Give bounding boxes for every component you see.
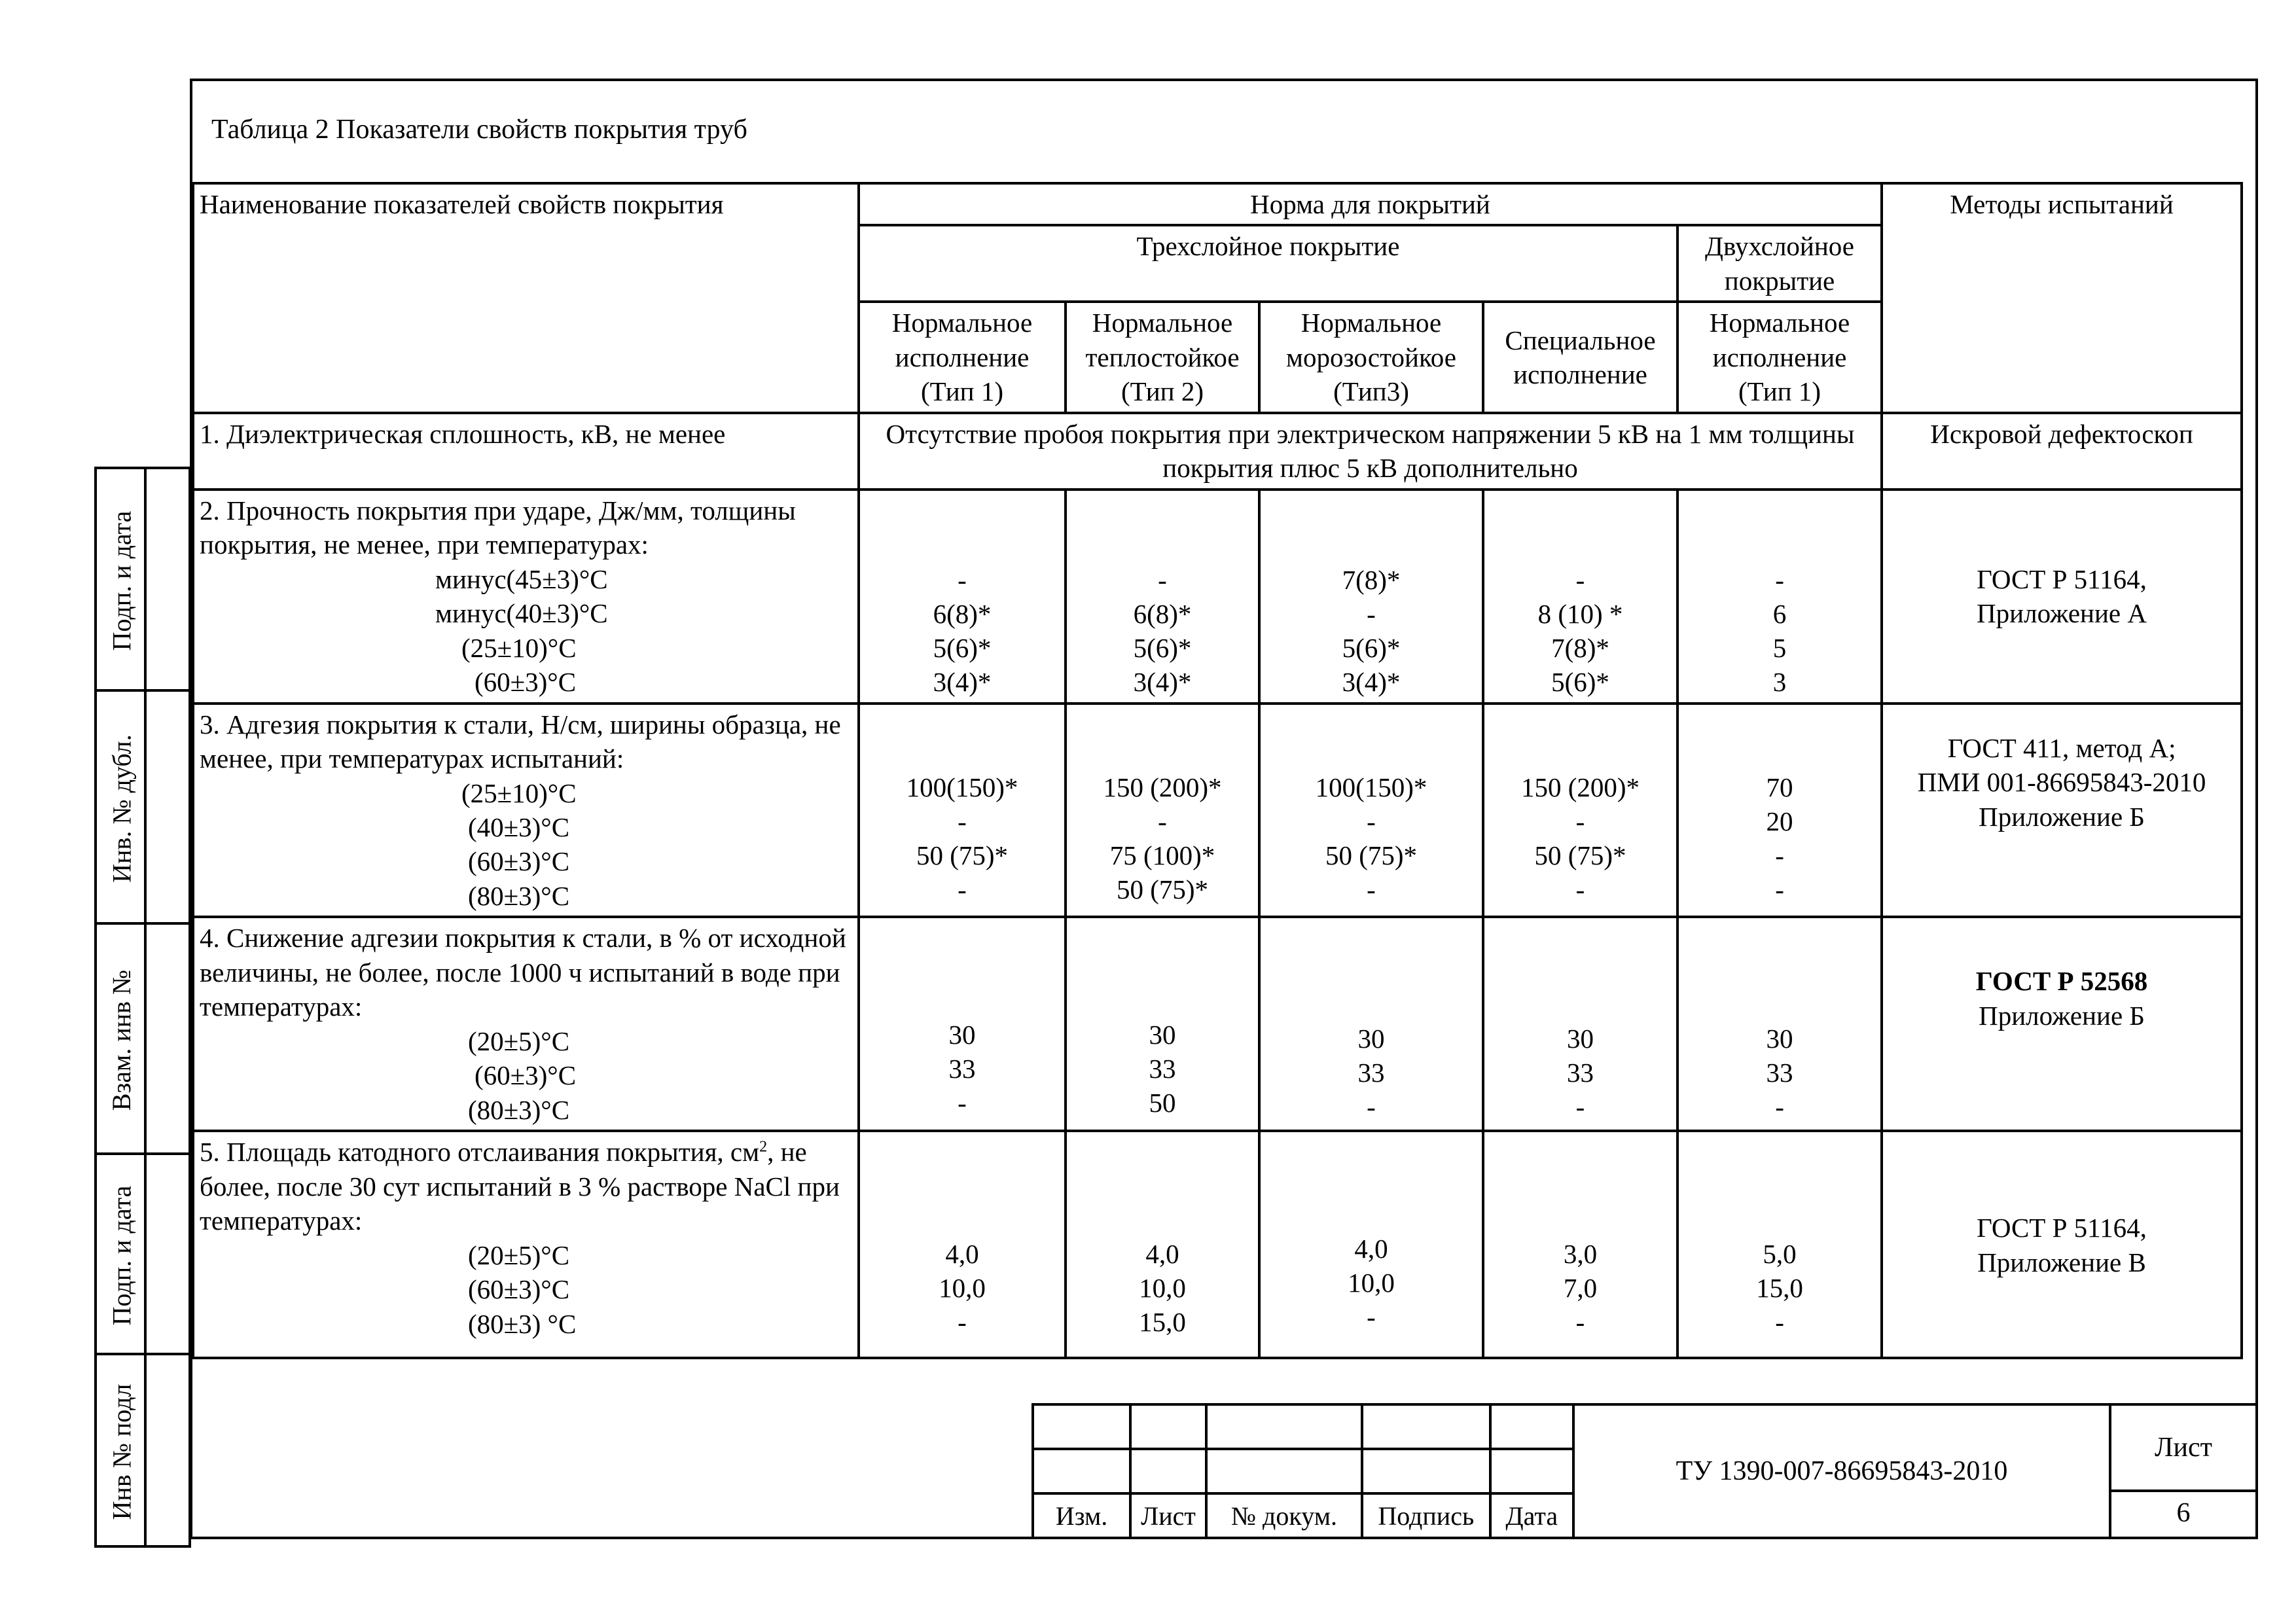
header-norm: Норма для покрытий	[859, 183, 1882, 225]
row5-name: 5. Площадь катодного отслаивания покрытия, $см^2$, не более, после 30 сут испытаний в 3 % растворе NaCl при температурах: (20±5)°С (60±3)°С (80±3) °С	[193, 1131, 859, 1358]
row4-col5: 30 33 -	[1677, 917, 1882, 1131]
row2-name: 2. Прочность покрытия при ударе, Дж/мм, толщины покрытия, не менее, при температурах: минус(45±3)°С минус(40±3)°С (25±10)°С (60±3)°С	[193, 490, 859, 704]
table-row	[193, 704, 2242, 918]
row4-col2: 30 33 50	[1066, 917, 1259, 1131]
table-row	[193, 490, 2242, 704]
properties-table	[192, 182, 2243, 1359]
header-sub-2: Нормальное теплостойкое (Тип 2)	[1066, 302, 1259, 412]
side-label-duplicate-inv: Инв. № дубл.	[107, 734, 137, 883]
header-name: Наименование показателей свойств покрытия	[193, 183, 859, 413]
row4-col3: 30 33 -	[1259, 917, 1483, 1131]
header-three-layer: Трехслойное покрытие	[859, 225, 1677, 302]
row4-col4: 30 33 -	[1483, 917, 1677, 1131]
tb-col-change: Изм.	[1033, 1493, 1130, 1538]
header-sub-5: Нормальное исполнение (Тип 1)	[1677, 302, 1882, 412]
row5-method: ГОСТ Р 51164, Приложение В	[1882, 1131, 2242, 1358]
row5-col3: 4,0 10,0 -	[1259, 1131, 1483, 1358]
table-row	[193, 1131, 2242, 1358]
row3-col3: 100(150)* - 50 (75)* -	[1259, 704, 1483, 918]
row3-col5: 70 20 - -	[1677, 704, 1882, 918]
title-block	[1031, 1403, 2258, 1539]
tb-col-doc: № докум.	[1206, 1493, 1362, 1538]
side-label-original-inv: Инв № подл	[107, 1383, 137, 1520]
row3-col2: 150 (200)* - 75 (100)* 50 (75)*	[1066, 704, 1259, 918]
side-label-signature-date-2: Подп. и дата	[107, 1185, 137, 1325]
row1-method: Искровой дефектоскоп	[1882, 413, 2242, 490]
table-caption: Таблица 2 Показатели свойств покрытия труб	[211, 115, 747, 145]
header-methods: Методы испытаний	[1882, 183, 2242, 413]
row4-method: ГОСТ Р 52568 Приложение Б	[1882, 917, 2242, 1131]
row2-col5: - 6 5 3	[1677, 490, 1882, 704]
row3-method: ГОСТ 411, метод А; ПМИ 001-86695843-2010 Приложение Б	[1882, 704, 2242, 918]
tb-col-date: Дата	[1490, 1493, 1574, 1538]
side-label-signature-date: Подп. и дата	[107, 510, 137, 651]
header-sub-1: Нормальное исполнение (Тип 1)	[859, 302, 1066, 412]
row2-col2: - 6(8)* 5(6)* 3(4)*	[1066, 490, 1259, 704]
document-code: ТУ 1390-007-86695843-2010	[1572, 1403, 2111, 1539]
side-label-replacement-inv: Взам. инв №	[107, 969, 137, 1111]
row2-col1: - 6(8)* 5(6)* 3(4)*	[859, 490, 1066, 704]
table-row	[193, 917, 2242, 1131]
row1-norm: Отсутствие пробоя покрытия при электрическом напряжении 5 кВ на 1 мм толщины покрытия плюс 5 кВ дополнительно	[859, 413, 1882, 490]
row3-col4: 150 (200)* - 50 (75)* -	[1483, 704, 1677, 918]
row4-col1: 30 33 -	[859, 917, 1066, 1131]
sheet-box	[2109, 1403, 2258, 1539]
header-two-layer: Двухслойное покрытие	[1677, 225, 1882, 302]
table-row	[193, 413, 2242, 490]
row5-col4: 3,0 7,0 -	[1483, 1131, 1677, 1358]
tb-col-sheet: Лист	[1130, 1493, 1206, 1538]
header-sub-4: Специальное исполнение	[1483, 302, 1677, 412]
revision-grid	[1031, 1403, 1575, 1539]
row1-name: 1. Диэлектрическая сплошность, кВ, не менее	[193, 413, 859, 490]
row2-method: ГОСТ Р 51164, Приложение А	[1882, 490, 2242, 704]
row2-col3: 7(8)* - 5(6)* 3(4)*	[1259, 490, 1483, 704]
row5-col2: 4,0 10,0 15,0	[1066, 1131, 1259, 1358]
sheet-label: Лист	[2111, 1406, 2255, 1492]
tb-col-signature: Подпись	[1362, 1493, 1490, 1538]
sheet-number: 6	[2176, 1498, 2191, 1528]
row4-name: 4. Снижение адгезии покрытия к стали, в % от исходной величины, не более, после 1000 ч испытаний в воде при температурах: (20±5)°С (60±3)°С (80±3)°С	[193, 917, 859, 1131]
row3-name: 3. Адгезия покрытия к стали, Н/см, ширины образца, не менее, при температурах испытаний: (25±10)°С (40±3)°С (60±3)°С (80±3)°С	[193, 704, 859, 918]
row2-col4: - 8 (10) * 7(8)* 5(6)*	[1483, 490, 1677, 704]
row5-col1: 4,0 10,0 -	[859, 1131, 1066, 1358]
side-stamp	[94, 467, 191, 1548]
row3-col1: 100(150)* - 50 (75)* -	[859, 704, 1066, 918]
header-sub-3: Нормальное морозостойкое (Тип3)	[1259, 302, 1483, 412]
row5-col5: 5,0 15,0 -	[1677, 1131, 1882, 1358]
